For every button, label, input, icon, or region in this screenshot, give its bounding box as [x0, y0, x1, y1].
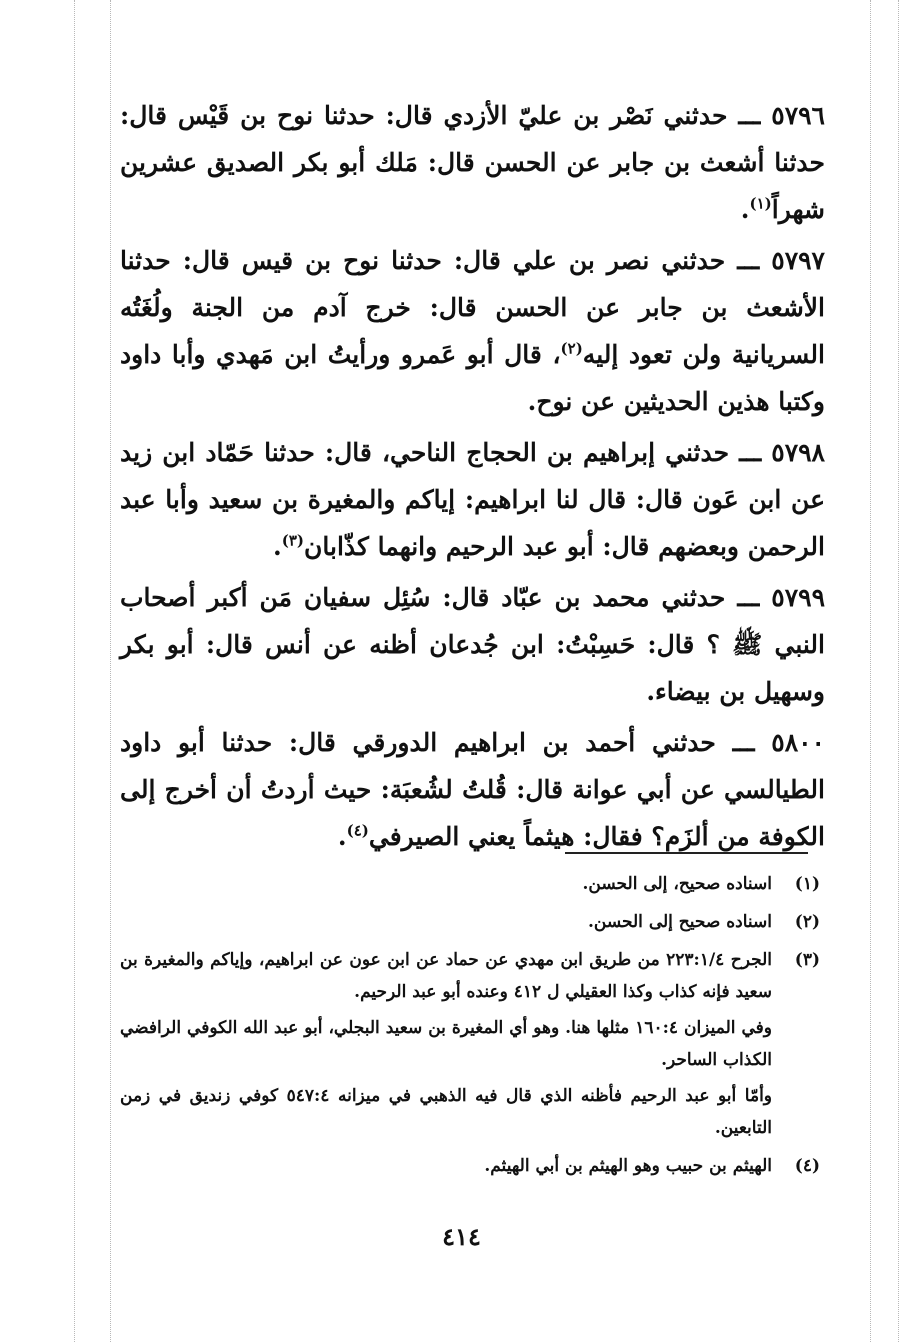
main-text	[120, 92, 825, 864]
footnote-text: الهيثم بن حبيب وهو الهيثم بن أبي الهيثم.	[484, 1156, 772, 1176]
footnote-body	[120, 944, 772, 1148]
footnote-text: وفي الميزان ١٦٠:٤ مثلها هنا. وهو أي المغيرة بن سعيد البجلي، أبو عبد الله الكوفي الرافضي الكذاب الساحر.	[120, 1018, 772, 1070]
hadith-number: ٥٨٠٠ ـــ	[732, 728, 825, 757]
hadith-text-end: ، قال أبو عَمرو ورأيتُ ابن مَهدي وأبا داود وكتبا هذين الحديثين عن نوح.	[120, 340, 825, 416]
hadith-number: ٥٧٩٦ ـــ	[738, 101, 825, 130]
footnote-mark: (٣)	[794, 950, 820, 970]
hadith-text: حدثني نصر بن علي قال: حدثنا نوح بن قيس قال: حدثنا الأشعث بن جابر عن الحسن قال: خرج آدم من الجنة ولُغَتُه السريانية ولن تعود إليه	[120, 246, 825, 369]
hadith-text: حدثني محمد بن عبّاد قال: سُئِل سفيان مَن أكبر أصحاب النبي ﷺ ؟ قال: حَسِبْتُ: ابن جُدعان أظنه عن أنس قال: أبو بكر وسهيل بن بيضاء.	[120, 583, 825, 706]
hadith-paragraph	[120, 92, 825, 233]
page-number: ٤١٤	[442, 1222, 481, 1251]
footnote-divider	[565, 852, 808, 854]
hadith-number: ٥٧٩٩ ـــ	[737, 583, 825, 612]
footnote-body	[120, 1150, 772, 1186]
footnote-ref[interactable]: (٤)	[346, 821, 369, 840]
footnote	[120, 944, 820, 1148]
footnote-mark: (٢)	[794, 912, 820, 932]
hadith-text: حدثني أحمد بن ابراهيم الدورقي قال: حدثنا أبو داود الطيالسي عن أبي عوانة قال: قُلتُ لشُعبَة: حيث أردتُ أن أخرج إلى الكوفة من ألزَم؟ فقال: هيثماً يعني الصيرفي	[120, 728, 825, 851]
hadith-paragraph	[120, 574, 825, 715]
scan-margin-line	[870, 0, 871, 1342]
footnote-ref[interactable]: (٣)	[281, 531, 305, 550]
footnote-mark: (٤)	[794, 1156, 820, 1176]
footnotes	[120, 868, 820, 1188]
footnote	[120, 1150, 820, 1186]
footnote	[120, 868, 820, 904]
hadith-paragraph	[120, 237, 825, 425]
hadith-text: حدثني إبراهيم بن الحجاج الناحي، قال: حدثنا حَمّاد ابن زيد عن ابن عَون قال: قال لنا ابراهيم: إياكم والمغيرة بن سعيد وأبا عبد الرحمن وبعضهم قال: أبو عبد الرحيم وانهما كذّابان	[120, 438, 825, 561]
footnote	[120, 906, 820, 942]
footnote-text: وأمّا أبو عبد الرحيم فأظنه الذي قال فيه الذهبي في ميزانه ٥٤٧:٤ كوفي زنديق في زمن التابعين.	[120, 1086, 773, 1138]
hadith-text: حدثني نَصْر بن عليّ الأزدي قال: حدثنا نوح بن قَيْس قال: حدثنا أشعث بن جابر عن الحسن قال: مَلك أبو بكر الصديق عشرين شهراً	[120, 101, 825, 224]
footnote-ref[interactable]: (١)	[749, 194, 772, 213]
hadith-paragraph	[120, 429, 825, 570]
scan-margin-line	[110, 0, 111, 1342]
footnote-text: الجرح ٢٢٣:١/٤ من طريق ابن مهدي عن حماد عن ابن عون عن ابراهيم، وإياكم والمغيرة بن سعيد فإنه كذاب وكذا العقيلي ل ٤١٢ وعنده أبو عبد الرحيم.	[120, 950, 773, 1002]
footnote-body	[120, 906, 772, 942]
hadith-paragraph	[120, 719, 825, 860]
scan-margin-line	[898, 0, 899, 1342]
footnote-ref[interactable]: (٢)	[560, 339, 583, 358]
footnote-mark: (١)	[794, 874, 820, 894]
footnote-text: اسناده صحيح إلى الحسن.	[588, 912, 772, 932]
hadith-text-end: .	[740, 195, 750, 224]
footnote-text: اسناده صحيح، إلى الحسن.	[582, 874, 772, 894]
hadith-number: ٥٧٩٧ ـــ	[737, 246, 825, 275]
footnote-body	[120, 868, 772, 904]
hadith-text-end: .	[337, 822, 347, 851]
hadith-text-end: .	[273, 532, 282, 561]
hadith-number: ٥٧٩٨ ـــ	[739, 438, 825, 467]
scan-margin-line	[74, 0, 75, 1342]
